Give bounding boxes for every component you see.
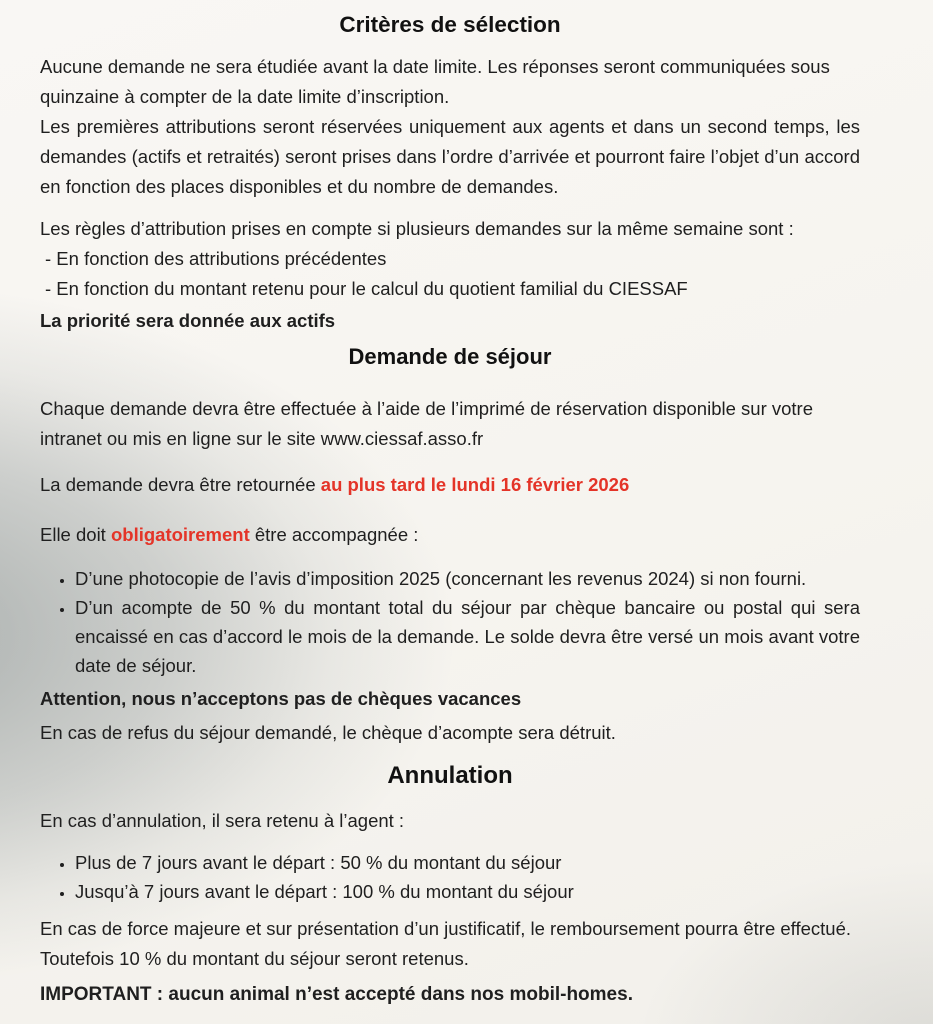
paragraph-date-retour [40,470,860,500]
accompagnee-suffix: être accompagnée : [249,524,419,545]
list-item-photocopie: • D’une photocopie de l’avis d’imposition 2025 (concernant les revenus 2024) si non fourni. [75,564,860,593]
obligatoirement-highlight: obligatoirement [110,524,250,545]
paragraph-force-majeure: En cas de force majeure et sur présentation d’un justificatif, le remboursement pourra être effectué. Toutefois 10 % du montant du séjour seront retenus. [40,918,852,969]
paragraph-imprime-reservation: Chaque demande devra être effectuée à l’aide de l’imprimé de réservation disponible sur votre intranet ou mis en ligne sur le site www.ciessaf.asso.fr [40,398,813,449]
important-note: IMPORTANT : aucun animal n’est accepté dans nos mobil-homes. [40,984,633,1005]
section-title-demande: Demande de séjour [348,344,552,369]
list-item-plus-7-jours: • Plus de 7 jours avant le départ : 50 % du montant du séjour [75,848,860,877]
attention-note: Attention, nous n’acceptons pas de chèques vacances [40,688,522,709]
list-item-acompte: • D’un acompte de 50 % du montant total du séjour par chèque bancaire ou postal qui sera encaissé en cas d’accord le mois de la demande. Le solde devra être versé un mois avant votre date de séjour. [75,593,860,680]
paragraph-accompagnee [40,520,860,550]
retenues-list [40,848,860,906]
rule-item-attributions-precedentes: - En fonction des attributions précédentes [45,248,387,269]
section-title-annulation: Annulation [387,762,513,789]
retour-text: La demande devra être retournée [40,474,321,495]
accompagnee-prefix: Elle doit [40,524,111,545]
paragraph-annulation-intro: En cas d’annulation, il sera retenu à l’agent : [40,810,405,831]
rule-item-quotient-familial: - En fonction du montant retenu pour le calcul du quotient familial du CIESSAF [45,278,688,299]
paragraph-regles-intro: Les règles d’attribution prises en compte si plusieurs demandes sur la même semaine sont : [40,218,794,239]
paragraph-reponses: Aucune demande ne sera étudiée avant la date limite. Les réponses seront communiquées sous quinzaine à compter de la date limite d’inscription. [40,56,830,107]
list-item-jusqua-7-jours: • Jusqu’à 7 jours avant le départ : 100 % du montant du séjour [75,877,860,906]
section-title-criteres: Critères de sélection [339,12,561,37]
attachments-list [40,564,860,680]
deadline-text: au plus tard le lundi 16 février 2026 [320,474,630,495]
paragraph-attributions: Les premières attributions seront réservées uniquement aux agents et dans un second temps, les demandes (actifs et retraités) seront prises dans l’ordre d’arrivée et pourront faire l’objet d’un accord en fonction des places disponibles et du nombre de demandes. [40,116,860,197]
paragraph-refus: En cas de refus du séjour demandé, le chèque d’acompte sera détruit. [40,722,616,743]
priority-note: La priorité sera donnée aux actifs [40,310,336,331]
